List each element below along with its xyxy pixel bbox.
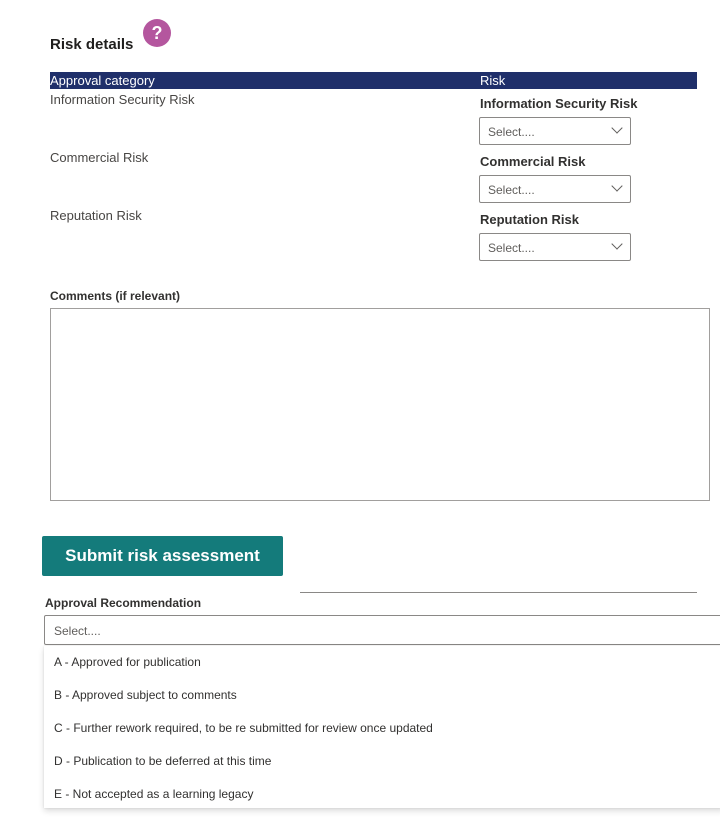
category-commercial: Commercial Risk bbox=[50, 150, 149, 165]
help-icon[interactable]: ? bbox=[143, 19, 171, 47]
select-value: Select.... bbox=[488, 125, 535, 139]
header-approval-category: Approval category bbox=[50, 73, 155, 88]
chevron-down-icon bbox=[611, 238, 622, 249]
option-d[interactable]: D - Publication to be deferred at this time bbox=[54, 754, 272, 768]
category-reputation: Reputation Risk bbox=[50, 208, 142, 223]
information-security-risk-select[interactable] bbox=[479, 117, 631, 145]
header-risk: Risk bbox=[480, 73, 506, 88]
table-header bbox=[50, 72, 697, 89]
approval-options-dropdown bbox=[44, 646, 720, 808]
risk-label-commercial: Commercial Risk bbox=[480, 154, 586, 169]
comments-textarea[interactable] bbox=[50, 308, 710, 501]
reputation-risk-select[interactable] bbox=[479, 233, 631, 261]
option-a[interactable]: A - Approved for publication bbox=[54, 655, 201, 669]
chevron-down-icon bbox=[611, 122, 622, 133]
select-value: Select.... bbox=[54, 624, 101, 638]
option-b[interactable]: B - Approved subject to comments bbox=[54, 688, 237, 702]
option-c[interactable]: C - Further rework required, to be re submitted for review once updated bbox=[54, 721, 433, 735]
category-information-security: Information Security Risk bbox=[50, 92, 195, 107]
comments-label: Comments (if relevant) bbox=[50, 289, 181, 303]
risk-label-reputation: Reputation Risk bbox=[480, 212, 579, 227]
select-value: Select.... bbox=[488, 241, 535, 255]
commercial-risk-select[interactable] bbox=[479, 175, 631, 203]
approval-recommendation-label: Approval Recommendation bbox=[45, 596, 202, 610]
submit-risk-assessment-button[interactable]: Submit risk assessment bbox=[42, 536, 283, 576]
chevron-down-icon bbox=[611, 180, 622, 191]
risk-label-information-security: Information Security Risk bbox=[480, 96, 638, 111]
select-value: Select.... bbox=[488, 183, 535, 197]
section-title: Risk details bbox=[50, 36, 134, 53]
divider bbox=[300, 592, 697, 593]
approval-recommendation-select[interactable] bbox=[44, 615, 720, 645]
option-e[interactable]: E - Not accepted as a learning legacy bbox=[54, 787, 254, 801]
